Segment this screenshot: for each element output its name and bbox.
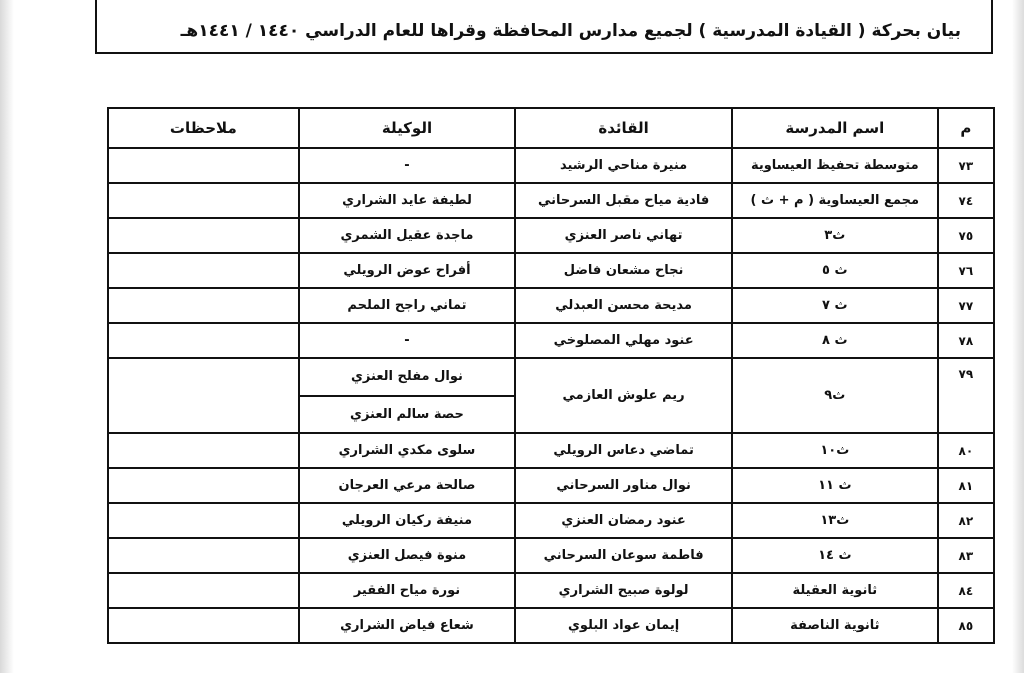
table-row bbox=[108, 218, 994, 253]
deputy-name: ماجدة عقيل الشمري bbox=[299, 218, 516, 253]
notes-cell bbox=[108, 253, 299, 288]
leader-name: ريم علوش العازمي bbox=[515, 358, 732, 433]
notes-cell bbox=[108, 608, 299, 643]
table-row bbox=[108, 148, 994, 183]
table-row bbox=[108, 433, 994, 468]
school-name: ثانوية الناصفة bbox=[732, 608, 938, 643]
leader-name: نوال مناور السرحاني bbox=[515, 468, 732, 503]
leader-name: مديحة محسن العبدلي bbox=[515, 288, 732, 323]
leadership-table bbox=[107, 107, 995, 644]
leader-name: فاطمة سوعان السرحاني bbox=[515, 538, 732, 573]
deputy-name: نورة مياح الفقير bbox=[299, 573, 516, 608]
deputy-name: أفراح عوض الرويلي bbox=[299, 253, 516, 288]
table-row bbox=[108, 503, 994, 538]
row-number: ٧٦ bbox=[938, 253, 994, 288]
document-title: بيان بحركة ( القيادة المدرسية ) لجميع مدارس المحافظة وقراها للعام الدراسي ١٤٤٠ / ١٤٤١هـ bbox=[180, 21, 961, 41]
deputy-split-cell bbox=[299, 358, 516, 433]
school-name: ث ١٤ bbox=[732, 538, 938, 573]
deputy-name: صالحة مرعي العرجان bbox=[299, 468, 516, 503]
row-number: ٧٧ bbox=[938, 288, 994, 323]
table-row bbox=[108, 288, 994, 323]
table-row bbox=[108, 358, 994, 433]
school-name: متوسطة تحفيظ العيساوية bbox=[732, 148, 938, 183]
school-name: ث١٣ bbox=[732, 503, 938, 538]
notes-cell bbox=[108, 148, 299, 183]
title-box bbox=[95, 0, 993, 54]
leader-name: إيمان عواد البلوي bbox=[515, 608, 732, 643]
deputy-name: نوال مفلح العنزي bbox=[300, 359, 515, 397]
header-school: اسم المدرسة bbox=[732, 108, 938, 148]
school-name: مجمع العيساوية ( م + ث ) bbox=[732, 183, 938, 218]
notes-cell bbox=[108, 538, 299, 573]
row-number: ٧٣ bbox=[938, 148, 994, 183]
notes-cell bbox=[108, 468, 299, 503]
table-row bbox=[108, 608, 994, 643]
row-number: ٨٣ bbox=[938, 538, 994, 573]
leader-name: تهاني ناصر العنزي bbox=[515, 218, 732, 253]
row-number: ٧٥ bbox=[938, 218, 994, 253]
school-name: ث١٠ bbox=[732, 433, 938, 468]
header-deputy: الوكيلة bbox=[299, 108, 516, 148]
leader-name: فادية مياح مقبل السرحاني bbox=[515, 183, 732, 218]
school-name: ثانوية العقيلة bbox=[732, 573, 938, 608]
deputy-name: منوة فيصل العنزي bbox=[299, 538, 516, 573]
header-leader: القائدة bbox=[515, 108, 732, 148]
leader-name: منيرة مناحي الرشيد bbox=[515, 148, 732, 183]
deputy-name: حصة سالم العنزي bbox=[350, 407, 464, 422]
table-row bbox=[108, 573, 994, 608]
table-row bbox=[108, 253, 994, 288]
page-edge-right bbox=[1012, 0, 1024, 673]
deputy-name: سلوى مكدي الشراري bbox=[299, 433, 516, 468]
school-name: ث ٧ bbox=[732, 288, 938, 323]
header-notes: ملاحظات bbox=[108, 108, 299, 148]
table-row bbox=[108, 468, 994, 503]
leader-name: تماضي دعاس الرويلي bbox=[515, 433, 732, 468]
row-number: ٧٨ bbox=[938, 323, 994, 358]
table-row bbox=[108, 538, 994, 573]
school-name: ث ٨ bbox=[732, 323, 938, 358]
row-number: ٨٠ bbox=[938, 433, 994, 468]
school-name: ث٣ bbox=[732, 218, 938, 253]
deputy-name: لطيفة عايد الشراري bbox=[299, 183, 516, 218]
notes-cell bbox=[108, 433, 299, 468]
notes-cell bbox=[108, 358, 299, 433]
notes-cell bbox=[108, 218, 299, 253]
table-row bbox=[108, 323, 994, 358]
school-name: ث ١١ bbox=[732, 468, 938, 503]
header-row bbox=[108, 108, 994, 148]
deputy-name: منيفة ركيان الرويلي bbox=[299, 503, 516, 538]
notes-cell bbox=[108, 503, 299, 538]
row-number: ٨٤ bbox=[938, 573, 994, 608]
notes-cell bbox=[108, 323, 299, 358]
row-number: ٨٢ bbox=[938, 503, 994, 538]
row-number: ٨٥ bbox=[938, 608, 994, 643]
notes-cell bbox=[108, 288, 299, 323]
school-name: ث ٥ bbox=[732, 253, 938, 288]
notes-cell bbox=[108, 183, 299, 218]
header-number: م bbox=[938, 108, 994, 148]
leader-name: عنود رمضان العنزي bbox=[515, 503, 732, 538]
deputy-name: تماني راجح الملحم bbox=[299, 288, 516, 323]
leader-name: لولوة صبيح الشراري bbox=[515, 573, 732, 608]
deputy-name: - bbox=[299, 148, 516, 183]
notes-cell bbox=[108, 573, 299, 608]
row-number: ٧٩ bbox=[938, 358, 994, 433]
deputy-name: - bbox=[299, 323, 516, 358]
page-edge-left bbox=[0, 0, 14, 673]
leader-name: عنود مهلي المصلوخي bbox=[515, 323, 732, 358]
deputy-name: شعاع فياض الشراري bbox=[299, 608, 516, 643]
table-row bbox=[108, 183, 994, 218]
row-number: ٨١ bbox=[938, 468, 994, 503]
leader-name: نجاح مشعان فاضل bbox=[515, 253, 732, 288]
school-name: ث٩ bbox=[732, 358, 938, 433]
row-number: ٧٤ bbox=[938, 183, 994, 218]
